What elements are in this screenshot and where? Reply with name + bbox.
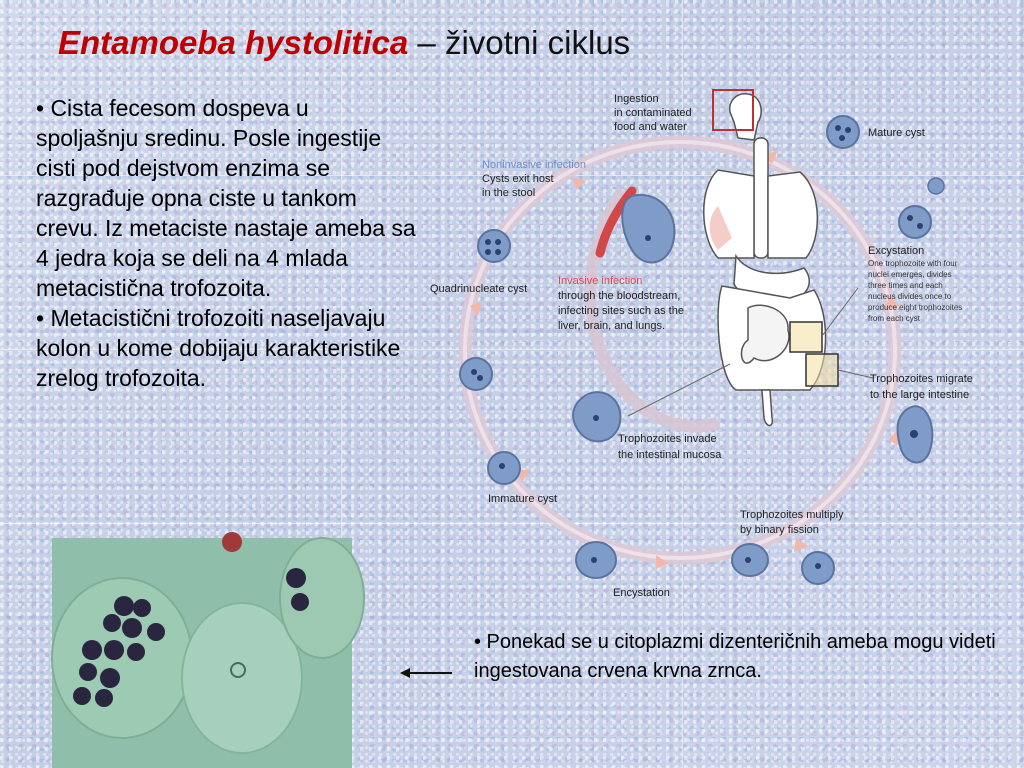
ingestion-label: Ingestion in contaminated food and water: [614, 93, 692, 133]
slide-title: [58, 24, 630, 62]
encystation-cell-icon: [576, 542, 616, 578]
large-intestine-marker: [806, 354, 838, 386]
bullet-item-2: • Metacistični trofozoiti naseljavaju kolon u kome dobijaju karakteristike zrelog trofozoita.: [36, 305, 401, 391]
bloodstream-trophozoite-icon: [622, 195, 674, 263]
bullet-list: [36, 93, 416, 393]
migrate-label: Trophozoites migrate to the large intestine: [870, 373, 973, 401]
pointer-arrow: [398, 664, 454, 682]
binary-fission-icon: [732, 544, 834, 584]
encystation-label: Encystation: [613, 587, 670, 599]
immature-cyst-icon: [488, 452, 520, 484]
quadrinucleate-label: Quadrinucleate cyst: [430, 283, 528, 295]
noninvasive-label: Noninvasive infection Cysts exit host in the stool: [482, 159, 586, 199]
ring-cyst-icon: [460, 358, 492, 390]
invading-trophozoite-icon: [573, 392, 620, 441]
title-species: Entamoeba hystolitica: [58, 24, 409, 61]
excystation-cell-icon: [899, 178, 944, 238]
small-intestine-marker: [790, 322, 822, 352]
title-rest: – životni ciklus: [408, 24, 631, 61]
micrograph-caption: • Ponekad se u citoplazmi dizenteričnih ameba mogu videti ingestovana crvena krvna zrnca.: [474, 631, 996, 682]
mature-cyst-icon: [827, 116, 859, 148]
excystation-title: Excystation: [868, 245, 925, 257]
mature-cyst-label: Mature cyst: [868, 127, 925, 139]
immature-cyst-label: Immature cyst: [488, 493, 558, 505]
invasive-label: Invasive infection through the bloodstream, infecting sites such as the liver, brain, and lungs.: [558, 275, 684, 332]
invade-label: Trophozoites invade the intestinal mucosa: [618, 433, 722, 461]
excystation-text: One trophozoite with four nuclei emerges, divides three times and each nucleus divides once to produce eight trophozoites from each cyst: [868, 259, 963, 323]
life-cycle-diagram: [418, 78, 973, 606]
quadrinucleate-cyst-icon: [478, 230, 510, 262]
bullet-item-1: • Cista fecesom dospeva u spoljašnju sredinu. Posle ingestije cisti pod dejstvom enzima se razgrađuje opna ciste u tankom crevu. Iz metaciste nastaje ameba sa 4 jedra koja se deli na 4 mlada metacistična trofozoita.: [36, 95, 416, 301]
multiply-label: Trophozoites multiply by binary fission: [740, 509, 844, 536]
micrograph-image: [52, 538, 352, 768]
migrating-trophozoite-icon: [898, 406, 933, 462]
